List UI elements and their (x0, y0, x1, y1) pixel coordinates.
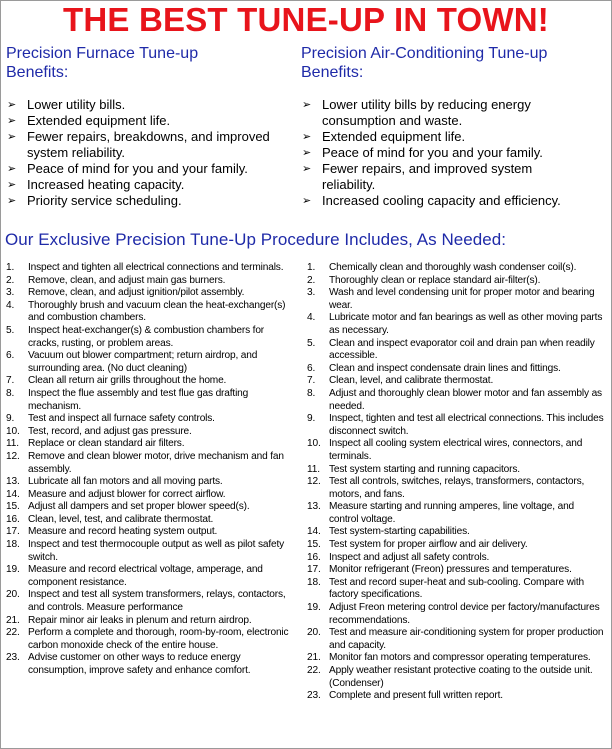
list-item (307, 665, 604, 690)
item-number: 13. (6, 476, 20, 488)
item-text: Extended equipment life. (27, 113, 171, 128)
list-item (6, 526, 289, 539)
list-item (307, 287, 604, 312)
list-item (6, 275, 289, 288)
item-text: Test and record super-heat and sub-cooling. Compare with factory specifications. (329, 576, 584, 601)
arrow-bullet-icon: ➢ (302, 147, 312, 159)
item-number: 19. (307, 602, 321, 614)
item-text: Inspect and test all system transformers, relays, contactors, and controls. Measure performance (28, 589, 286, 614)
item-number: 7. (307, 375, 316, 387)
item-text: Thoroughly brush and vacuum clean the heat-exchanger(s) and combustion chambers. (28, 299, 286, 324)
list-item (6, 193, 291, 209)
item-number: 20. (6, 589, 20, 601)
item-number: 2. (6, 274, 15, 286)
item-text: Chemically clean and thoroughly wash condenser coil(s). (329, 262, 577, 273)
list-item (307, 262, 604, 275)
item-number: 13. (307, 501, 321, 513)
list-item (6, 615, 289, 628)
list-item (6, 262, 289, 275)
list-item (307, 627, 604, 652)
item-number: 17. (307, 564, 321, 576)
list-item (301, 129, 581, 145)
list-item (307, 375, 604, 388)
list-item (307, 438, 604, 463)
list-item (307, 602, 604, 627)
list-item (6, 426, 289, 439)
list-item (6, 413, 289, 426)
item-number: 6. (307, 362, 316, 374)
item-text: Test system for proper airflow and air delivery. (329, 539, 528, 551)
item-number: 6. (6, 350, 15, 362)
arrow-bullet-icon: ➢ (302, 99, 312, 111)
arrow-bullet-icon: ➢ (7, 163, 17, 175)
item-text: Peace of mind for you and your family. (27, 161, 248, 176)
item-text: Adjust and thoroughly clean blower motor and fan assembly as needed. (329, 387, 602, 412)
list-item (307, 552, 604, 565)
item-text: Increased heating capacity. (27, 177, 185, 192)
arrow-bullet-icon: ➢ (7, 195, 17, 207)
list-item (6, 438, 289, 451)
list-item (6, 489, 289, 502)
arrow-bullet-icon: ➢ (302, 195, 312, 207)
item-number: 4. (6, 299, 15, 311)
procedure-heading: Our Exclusive Precision Tune-Up Procedure Includes, As Needed: (5, 230, 507, 249)
list-item (301, 161, 581, 193)
arrow-bullet-icon: ➢ (302, 163, 312, 175)
list-item (307, 526, 604, 539)
item-text: Measure and record heating system output. (28, 526, 218, 538)
list-item (307, 476, 604, 501)
item-text: Clean, level, test, and calibrate thermostat. (28, 513, 214, 525)
item-number: 10. (6, 425, 20, 437)
list-item (307, 338, 604, 363)
item-number: 23. (6, 652, 20, 664)
item-text: Repair minor air leaks in plenum and return airdrop. (28, 614, 252, 626)
item-text: Test system starting and running capacitors. (329, 463, 520, 475)
list-item (307, 501, 604, 526)
item-number: 1. (307, 262, 316, 273)
item-number: 18. (6, 539, 20, 551)
list-item (6, 652, 289, 677)
item-number: 3. (307, 287, 316, 299)
list-item (307, 690, 604, 703)
item-text: Thoroughly clean or replace standard air-filter(s). (329, 274, 541, 286)
item-number: 16. (6, 513, 20, 525)
list-item (307, 464, 604, 477)
list-item (6, 476, 289, 489)
item-number: 19. (6, 564, 20, 576)
list-item (6, 300, 289, 325)
list-item (6, 161, 291, 177)
arrow-bullet-icon: ➢ (7, 131, 17, 143)
item-text: Advise customer on other ways to reduce energy consumption, improve safety and enhance comfort. (28, 652, 251, 676)
list-item (6, 129, 291, 161)
item-text: Clean and inspect condensate drain lines and fittings. (329, 362, 561, 374)
item-number: 18. (307, 576, 321, 588)
list-item (307, 539, 604, 552)
item-text: Test and inspect all furnace safety controls. (28, 413, 215, 425)
list-item (307, 577, 604, 602)
arrow-bullet-icon: ➢ (7, 99, 17, 111)
item-number: 11. (6, 438, 19, 450)
item-text: Clean, level, and calibrate thermostat. (329, 375, 494, 387)
item-number: 17. (6, 526, 20, 538)
item-number: 21. (6, 614, 20, 626)
item-number: 5. (307, 337, 316, 349)
list-item (6, 451, 289, 476)
arrow-bullet-icon: ➢ (302, 131, 312, 143)
list-item (6, 514, 289, 527)
item-text: Inspect and adjust all safety controls. (329, 551, 490, 563)
item-text: Apply weather resistant protective coating to the outside unit. (Condenser) (329, 665, 593, 689)
item-text: Inspect the flue assembly and test flue gas drafting mechanism. (28, 387, 249, 412)
item-text: Adjust Freon metering control device per factory/manufactures recommendations. (329, 602, 600, 626)
ac-procedure-list (307, 262, 604, 703)
item-text: Increased cooling capacity and efficiency. (322, 193, 561, 208)
ac-benefits-list (301, 97, 581, 209)
list-item (6, 97, 291, 113)
item-text: Vacuum out blower compartment; return airdrop, and surrounding area. (No duct cleaning) (28, 350, 258, 374)
item-text: Lower utility bills by reducing energy consumption and waste. (322, 97, 531, 128)
item-text: Test all controls, switches, relays, transformers, contactors, motors, and fans. (329, 476, 585, 500)
furnace-benefits-list (6, 97, 291, 209)
item-text: Remove and clean blower motor, drive mechanism and fan assembly. (28, 450, 284, 475)
list-item (307, 388, 604, 413)
list-item (6, 177, 291, 193)
list-item (6, 627, 289, 652)
item-number: 2. (307, 274, 316, 286)
item-number: 20. (307, 627, 321, 639)
list-item (6, 325, 289, 350)
list-item (6, 539, 289, 564)
item-number: 11. (307, 463, 320, 475)
furnace-benefits-heading: Precision Furnace Tune-up Benefits: (6, 45, 199, 81)
item-text: Fewer repairs, breakdowns, and improved system reliability. (27, 129, 270, 160)
item-text: Complete and present full written report. (329, 690, 503, 702)
list-item (307, 275, 604, 288)
item-number: 7. (6, 375, 15, 387)
item-text: Priority service scheduling. (27, 193, 182, 208)
item-text: Inspect and test thermocouple output as well as pilot safety switch. (28, 539, 285, 563)
item-text: Remove, clean, and adjust main gas burners. (28, 274, 226, 286)
item-text: Lower utility bills. (27, 97, 126, 112)
list-item (6, 287, 289, 300)
item-text: Clean and inspect evaporator coil and drain pan when readily accessible. (329, 337, 595, 362)
item-text: Test and measure air-conditioning system for proper production and capacity. (329, 627, 604, 651)
arrow-bullet-icon: ➢ (7, 115, 17, 127)
item-number: 16. (307, 551, 321, 563)
item-number: 14. (307, 526, 321, 538)
list-item (301, 97, 581, 129)
item-number: 15. (6, 501, 20, 513)
item-number: 22. (6, 627, 20, 639)
arrow-bullet-icon: ➢ (7, 179, 17, 191)
list-item (307, 564, 604, 577)
item-text: Measure and adjust blower for correct airflow. (28, 488, 226, 500)
list-item (6, 350, 289, 375)
list-item (6, 501, 289, 514)
item-text: Inspect and tighten all electrical connections and terminals. (28, 262, 284, 273)
item-text: Peace of mind for you and your family. (322, 145, 543, 160)
item-text: Measure starting and running amperes, line voltage, and control voltage. (329, 501, 575, 525)
list-item (307, 413, 604, 438)
list-item (301, 145, 581, 161)
item-text: Measure and record electrical voltage, amperage, and component resistance. (28, 564, 263, 588)
item-number: 15. (307, 539, 321, 551)
item-text: Fewer repairs, and improved system reliability. (322, 161, 533, 192)
item-text: Wash and level condensing unit for proper motor and bearing wear. (329, 287, 595, 311)
page-title: THE BEST TUNE-UP IN TOWN! (63, 1, 549, 38)
item-number: 22. (307, 665, 321, 676)
item-number: 21. (307, 652, 321, 664)
list-item (301, 193, 581, 209)
list-item (307, 363, 604, 376)
list-item (6, 564, 289, 589)
item-text: Monitor fan motors and compressor operating temperatures. (329, 652, 591, 664)
item-number: 23. (307, 690, 321, 702)
item-number: 3. (6, 287, 15, 299)
item-number: 14. (6, 488, 20, 500)
item-text: Adjust all dampers and set proper blower speed(s). (28, 501, 250, 513)
item-text: Remove, clean, and adjust ignition/pilot assembly. (28, 287, 245, 299)
item-number: 9. (307, 413, 316, 425)
item-text: Inspect heat-exchanger(s) & combustion chambers for cracks, rusting, or problem areas. (28, 324, 265, 349)
item-number: 12. (307, 476, 321, 488)
item-number: 1. (6, 262, 15, 273)
list-item (6, 375, 289, 388)
item-text: Replace or clean standard air filters. (28, 438, 185, 450)
item-text: Lubricate motor and fan bearings as well as other moving parts as necessary. (329, 312, 603, 336)
item-text: Inspect all cooling system electrical wires, connectors, and terminals. (329, 438, 583, 462)
item-number: 10. (307, 438, 321, 450)
item-number: 8. (6, 387, 15, 399)
item-text: Test, record, and adjust gas pressure. (28, 425, 192, 437)
ac-benefits-heading: Precision Air-Conditioning Tune-up Benefits: (301, 45, 548, 81)
item-text: Lubricate all fan motors and all moving parts. (28, 476, 223, 488)
item-number: 4. (307, 312, 316, 324)
item-number: 12. (6, 450, 20, 462)
list-item (307, 312, 604, 337)
item-text: Extended equipment life. (322, 129, 466, 144)
item-text: Monitor refrigerant (Freon) pressures and temperatures. (329, 564, 572, 576)
item-text: Perform a complete and thorough, room-by-room, electronic carbon monoxide check of the entire house. (28, 627, 289, 651)
list-item (307, 652, 604, 665)
list-item (6, 589, 289, 614)
furnace-procedure-list (6, 262, 289, 678)
item-number: 5. (6, 324, 15, 336)
item-number: 8. (307, 387, 316, 399)
item-number: 9. (6, 413, 15, 425)
item-text: Test system-starting capabilities. (329, 526, 470, 538)
item-text: Inspect, tighten and test all electrical connections. This includes disconnect switch. (329, 413, 604, 437)
list-item (6, 113, 291, 129)
item-text: Clean all return air grills throughout the home. (28, 375, 227, 387)
list-item (6, 388, 289, 413)
